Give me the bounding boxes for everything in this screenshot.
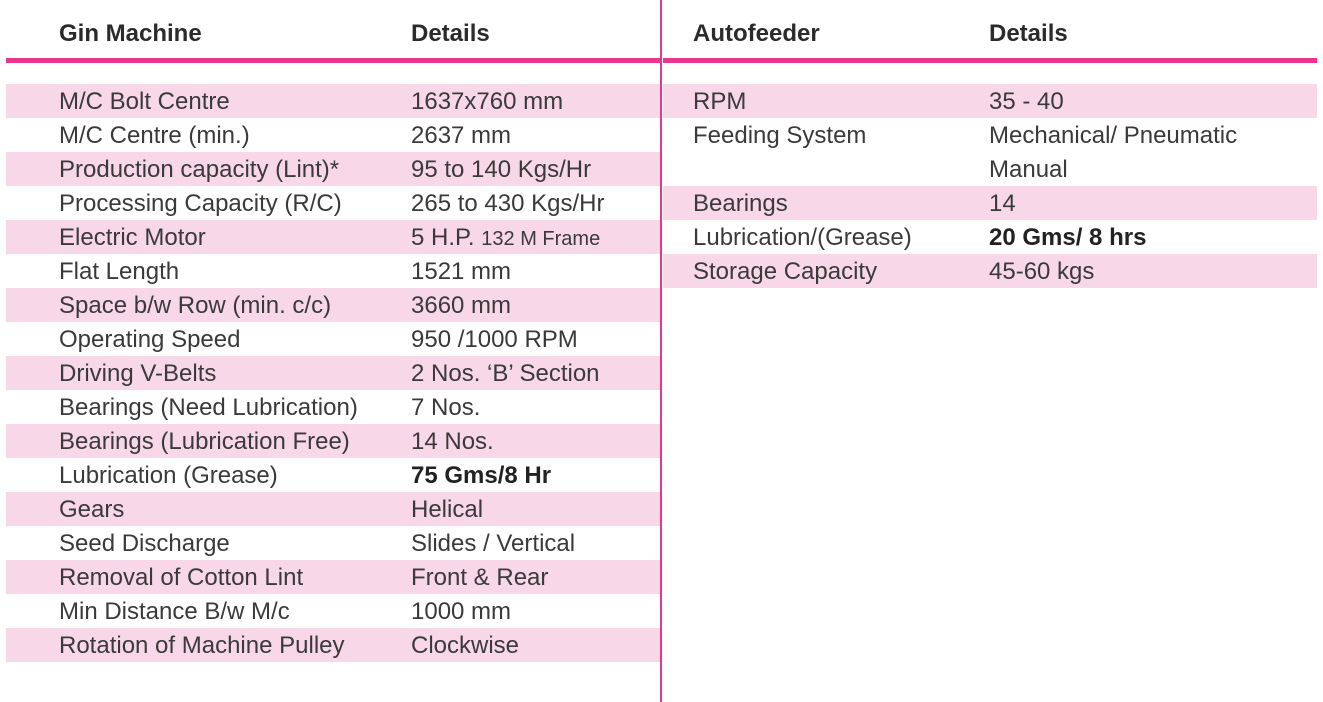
table-row	[6, 526, 660, 560]
row-value: 14 Nos.	[411, 428, 494, 455]
table-row	[6, 152, 660, 186]
table-row	[6, 356, 660, 390]
row-label: Rotation of Machine Pulley	[59, 632, 345, 659]
row-value: 20 Gms/ 8 hrs	[989, 224, 1147, 251]
table-row	[663, 84, 1317, 118]
row-value: 95 to 140 Kgs/Hr	[411, 156, 592, 183]
table-row	[6, 288, 660, 322]
row-value: Helical	[411, 496, 484, 523]
table-row	[6, 560, 660, 594]
row-value: 7 Nos.	[411, 394, 481, 421]
gin-machine-header	[6, 0, 660, 63]
row-label: Feeding System	[693, 122, 867, 149]
row-value: 1000 mm	[411, 598, 512, 625]
row-label: Lubrication (Grease)	[59, 462, 278, 489]
table-row	[6, 628, 660, 662]
row-label: Bearings	[693, 190, 788, 217]
table-row	[6, 390, 660, 424]
row-label: M/C Bolt Centre	[59, 88, 230, 115]
row-value: 14	[989, 190, 1016, 217]
row-value-main: 5 H.P.	[411, 224, 475, 251]
autofeeder-rows	[663, 84, 1317, 288]
row-value: 75 Gms/8 Hr	[411, 462, 552, 489]
row-value: 45-60 kgs	[989, 258, 1095, 285]
row-label: Lubrication/(Grease)	[693, 224, 912, 251]
table-row	[6, 84, 660, 118]
row-value: Front & Rear	[411, 564, 549, 591]
row-value: Slides / Vertical	[411, 530, 576, 557]
row-label: Operating Speed	[59, 326, 241, 353]
autofeeder-header	[663, 0, 1317, 63]
row-label: Min Distance B/w M/c	[59, 598, 290, 625]
row-label: Bearings (Need Lubrication)	[59, 394, 358, 421]
table-row	[6, 322, 660, 356]
row-value: Mechanical/ Pneumatic	[989, 122, 1238, 149]
row-value: Clockwise	[411, 632, 520, 659]
table-row	[6, 594, 660, 628]
row-label: Flat Length	[59, 258, 180, 285]
row-value: 2 Nos. ‘B’ Section	[411, 360, 600, 387]
table-row	[663, 118, 1317, 186]
table-row	[663, 186, 1317, 220]
row-value: 1637x760 mm	[411, 88, 564, 115]
row-value: 950 /1000 RPM	[411, 326, 578, 353]
row-label: Seed Discharge	[59, 530, 230, 557]
row-value-suffix: 132 M Frame	[481, 228, 601, 250]
row-value: 35 - 40	[989, 88, 1064, 115]
autofeeder-header-label: Autofeeder	[693, 20, 820, 47]
row-label: Processing Capacity (R/C)	[59, 190, 342, 217]
table-row	[663, 254, 1317, 288]
gin-machine-rows	[6, 84, 660, 662]
row-label: Electric Motor	[59, 224, 206, 251]
row-value	[411, 224, 600, 252]
table-row	[6, 186, 660, 220]
table-row	[6, 254, 660, 288]
row-value-line2: Manual	[989, 156, 1068, 183]
table-row	[6, 220, 660, 254]
row-value: 1521 mm	[411, 258, 512, 285]
column-divider	[660, 0, 662, 702]
row-label: Production capacity (Lint)*	[59, 156, 340, 183]
row-label: Space b/w Row (min. c/c)	[59, 292, 332, 319]
row-label: Removal of Cotton Lint	[59, 564, 304, 591]
row-label: Gears	[59, 496, 125, 523]
row-value: 3660 mm	[411, 292, 512, 319]
row-label: Driving V-Belts	[59, 360, 217, 387]
row-value: 265 to 430 Kgs/Hr	[411, 190, 605, 217]
row-label: Storage Capacity	[693, 258, 878, 285]
table-row	[6, 458, 660, 492]
autofeeder-table	[663, 0, 1317, 285]
table-row	[663, 220, 1317, 254]
row-value: 2637 mm	[411, 122, 512, 149]
autofeeder-header-details: Details	[989, 20, 1068, 47]
table-row	[6, 424, 660, 458]
gin-machine-header-label: Gin Machine	[59, 20, 202, 47]
gin-machine-table	[6, 0, 660, 659]
row-label: Bearings (Lubrication Free)	[59, 428, 350, 455]
row-label: RPM	[693, 88, 747, 115]
row-label: M/C Centre (min.)	[59, 122, 250, 149]
gin-machine-header-details: Details	[411, 20, 490, 47]
table-row	[6, 492, 660, 526]
table-row	[6, 118, 660, 152]
